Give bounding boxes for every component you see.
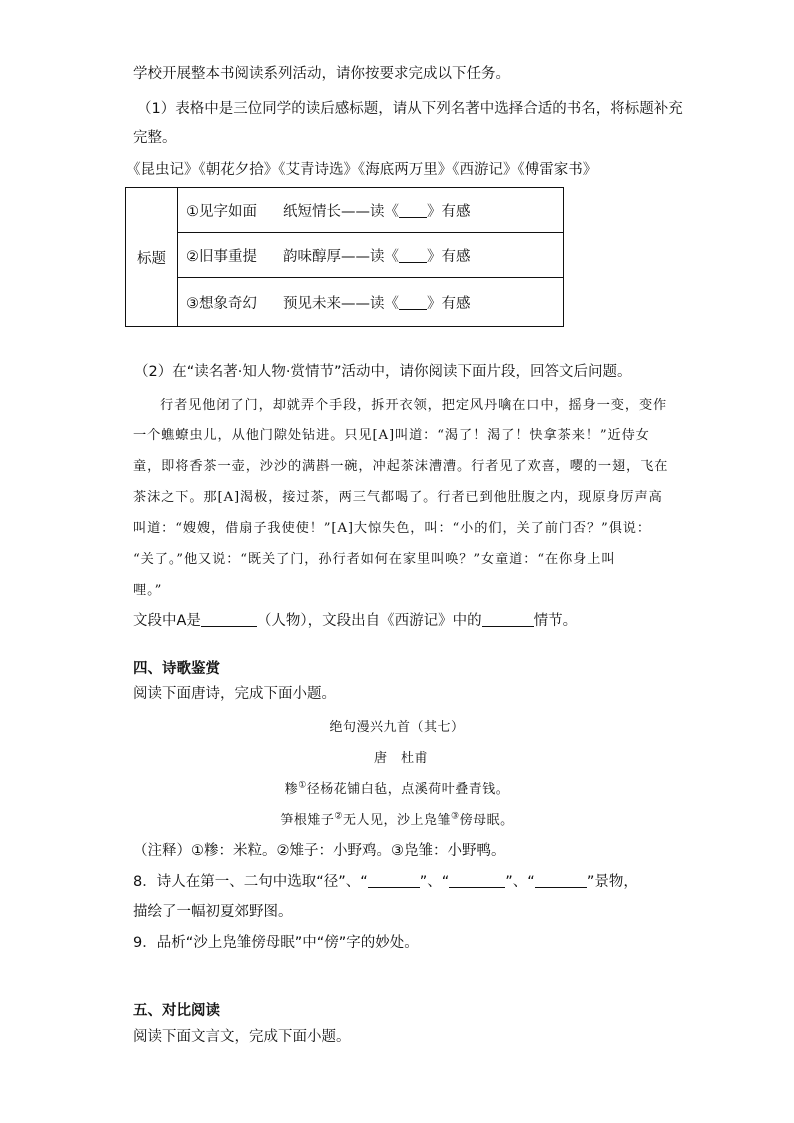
section4-heading: 四、诗歌鉴赏 <box>133 661 220 677</box>
title-keyword: ①见字如面 <box>186 203 257 220</box>
character-blank[interactable] <box>201 612 257 627</box>
table-row <box>178 188 564 233</box>
intro-text: 学校开展整本书阅读系列活动，请你按要求完成以下任务。 <box>133 66 510 82</box>
answer-blank[interactable] <box>399 203 427 218</box>
poem-title: 绝句漫兴九首（其七） <box>329 720 465 735</box>
title-phrase: 纸短情长——读《 <box>283 203 399 220</box>
title-suffix: 》有感 <box>427 203 471 220</box>
title-phrase: 韵味醇厚——读《 <box>283 248 399 265</box>
title-suffix: 》有感 <box>427 248 471 265</box>
question-8-line2: 描绘了一幅初夏郊野图。 <box>133 904 293 920</box>
q2-answer-part3: 情节。 <box>533 613 578 629</box>
passage-line: 童，即将香茶一壶，沙沙的满斟一碗，冲起茶沫漕漕。行者见了欢喜，嘤的一翅，飞在 <box>133 459 669 474</box>
poem-line-2: 笋根雉子②无人见，沙上凫雏③傍母眠。 <box>280 811 514 828</box>
title-keyword: ③想象奇幻 <box>186 295 257 312</box>
title-suffix: 》有感 <box>427 295 471 312</box>
book-list: 《昆虫记》《朝花夕拾》《艾青诗选》《海底两万里》《西游记》《傅雷家书》 <box>126 162 598 178</box>
q2-prompt: （2）在“读名著·知人物·赏情节”活动中，请你阅读下面片段，回答文后问题。 <box>134 364 632 380</box>
poem-notes: （注释）①糁：米粒。②雉子：小野鸡。③凫雏：小野鸭。 <box>133 843 506 859</box>
section5-intro: 阅读下面文言文，完成下面小题。 <box>133 1029 351 1045</box>
passage-line: 茶沫之下。那[A]渴极，接过茶，两三气都喝了。行者已到他肚腹之内，现原身厉声高 <box>133 490 663 505</box>
q1-prompt-line2: 完整。 <box>133 130 177 146</box>
plot-blank[interactable] <box>482 612 534 627</box>
scene-blank-1[interactable] <box>368 873 420 888</box>
q2-answer-part2: （人物），文段出自《西游记》中的 <box>256 613 482 629</box>
passage-line: “关了。”他又说：“既关了门，孙行者如何在家里叫唤？”女童道：“在你身上叫 <box>133 552 616 567</box>
answer-blank[interactable] <box>399 295 427 310</box>
question-9: 9．品析“沙上凫雏傍母眠”中“傍”字的妙处。 <box>133 935 419 951</box>
passage-line: 行者见他闭了门，却就弄个手段，拆开衣领，把定风丹噙在口中，摇身一变，变作 <box>160 398 668 413</box>
note-marker: ② <box>334 811 343 822</box>
question-8: 8．诗人在第一、二句中选取“径”、“ ”、“ ”、“ ”景物， <box>133 874 638 890</box>
title-table <box>125 187 564 327</box>
title-phrase: 预见未来——读《 <box>283 295 399 312</box>
section4-intro: 阅读下面唐诗，完成下面小题。 <box>133 686 336 702</box>
q2-answer-line <box>133 611 577 631</box>
q1-prompt-line1: （1）表格中是三位同学的读后感标题，请从下列名著中选择合适的书名，将标题补充 <box>137 101 683 117</box>
poem-author: 唐 杜甫 <box>373 751 428 766</box>
q2-answer-part1: 文段中A是 <box>133 613 201 629</box>
note-marker: ③ <box>451 811 460 822</box>
scene-blank-3[interactable] <box>535 873 587 888</box>
section5-heading: 五、对比阅读 <box>133 1003 220 1019</box>
title-keyword: ②旧事重提 <box>186 248 257 265</box>
answer-blank[interactable] <box>399 248 427 263</box>
table-row <box>178 278 564 327</box>
scene-blank-2[interactable] <box>449 873 505 888</box>
passage-line: 一个蟭蟟虫儿，从他门隙处钻进。只见[A]叫道：“渴了！渴了！快拿茶来！”近侍女 <box>133 428 650 443</box>
passage-line: 哩。” <box>133 583 163 598</box>
note-marker: ① <box>298 780 307 791</box>
table-row-header: 标题 <box>126 188 178 327</box>
table-row <box>178 233 564 278</box>
poem-line-1: 糁①径杨花铺白毡，点溪荷叶叠青钱。 <box>284 780 510 797</box>
passage-line: 叫道：“嫂嫂，借扇子我使使！”[A]大惊失色，叫：“小的们，关了前门否？”俱说： <box>133 521 651 536</box>
